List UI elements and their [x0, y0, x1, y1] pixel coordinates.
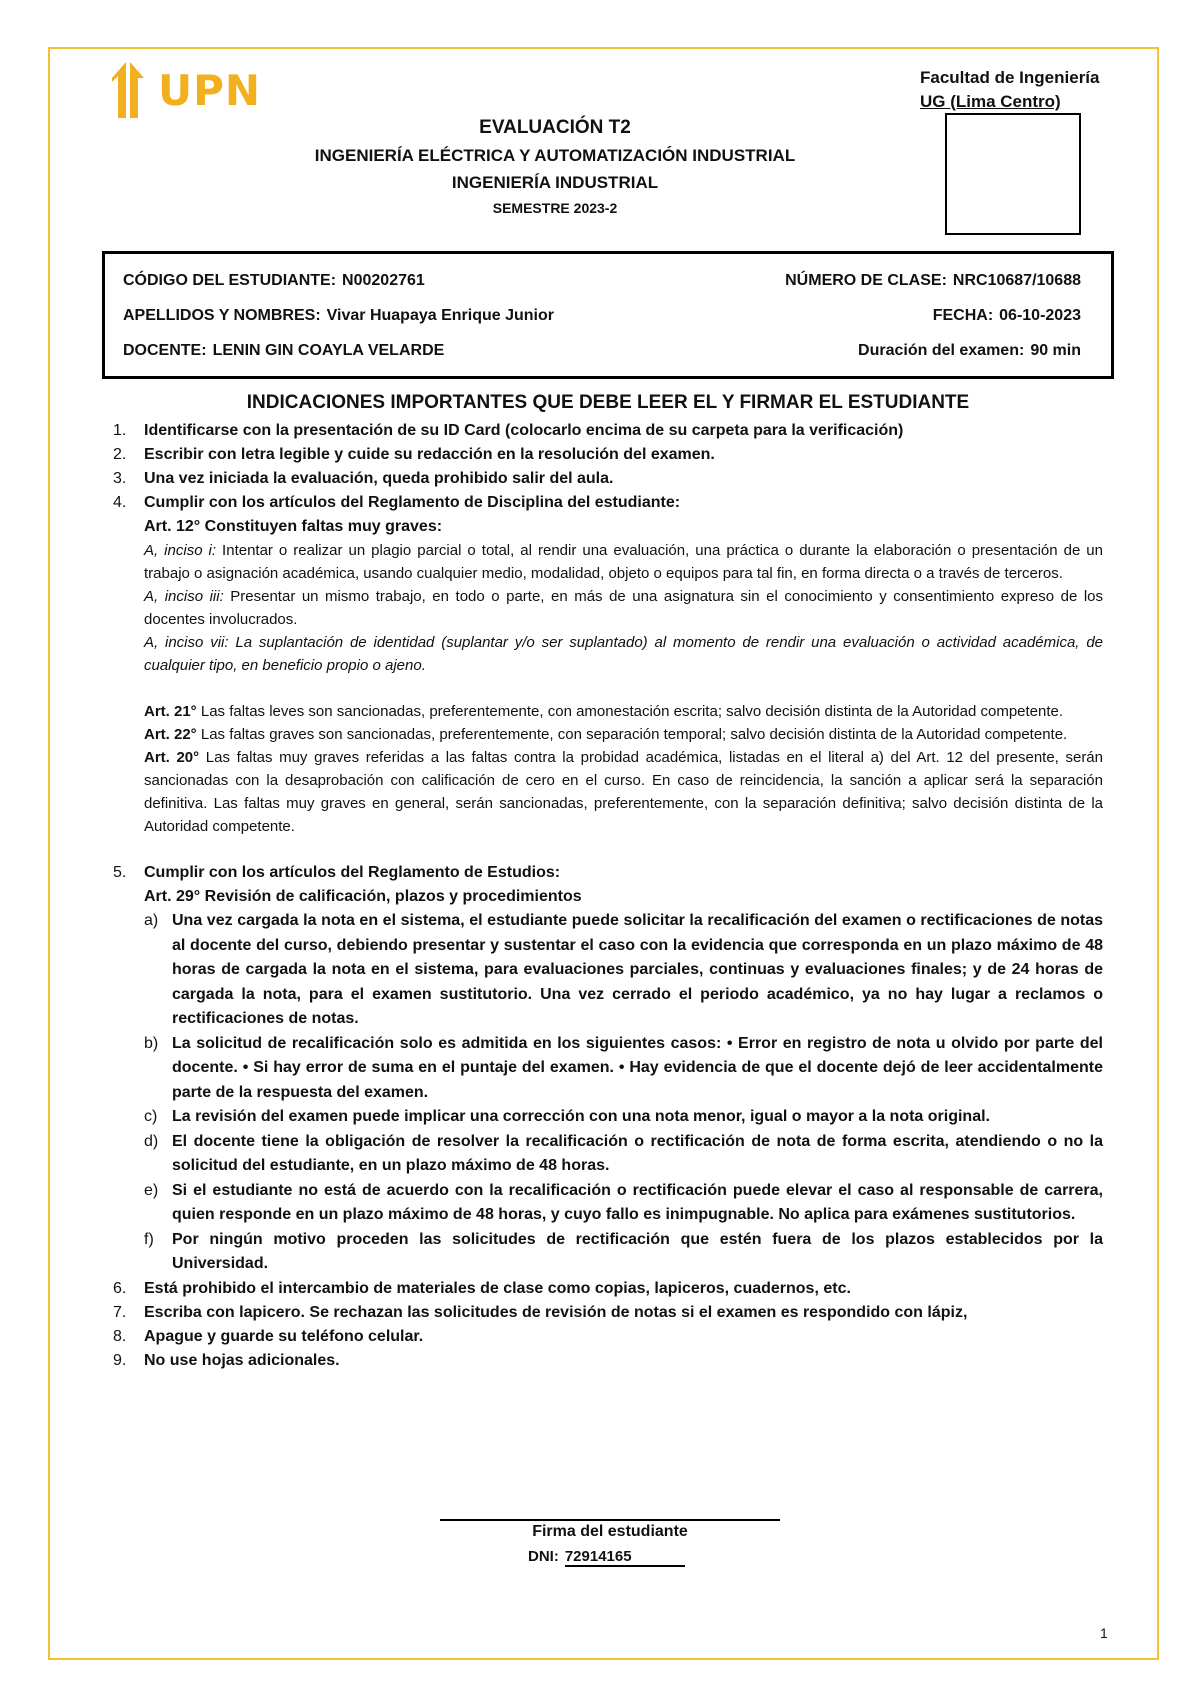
- exam-date-value: 06-10-2023: [999, 307, 1081, 324]
- dni-value: 72914165: [565, 1548, 685, 1567]
- semester: SEMESTRE 2023-2: [492, 200, 618, 216]
- list-item: 8. Apague y guarde su teléfono celular.: [113, 1327, 424, 1345]
- letter-item: a) Una vez cargada la nota en el sistema, el estudiante puede solicitar la recalificación del examen o rectificaciones de notas al docente del curso, debiendo presentar y sustentar el caso con la evidencia que corresponda en un plazo máximo de 48 horas de cargada la nota en el sistema, para evaluaciones parciales, continuas y evaluaciones finales; y de 24 horas de cargada la nota, para el examen sustitutorio. Una vez cerrado el periodo académico, ya no hay lugar a reclamos o rectificaciones de notas.: [144, 912, 1103, 1027]
- art12-title: Art. 12° Constituyen faltas muy graves:: [144, 518, 443, 535]
- student-names: APELLIDOS Y NOMBRES: Vivar Huapaya Enrique Junior: [123, 307, 554, 324]
- art12-a-vii: A, inciso vii: La suplantación de identidad (suplantar y/o ser suplantado) al momento de rendir una evaluación o actividad académica, de cualquier tipo, en beneficio propio o ajeno.: [144, 634, 1103, 674]
- career-2: INGENIERÍA INDUSTRIAL: [451, 173, 659, 192]
- list-item: 7. Escriba con lapicero. Se rechazan las solicitudes de revisión de notas si el examen es respondido con lápiz,: [113, 1303, 968, 1321]
- art12-a-iii: A, inciso iii: Presentar un mismo trabajo, en todo o parte, en más de una asignatura sin el conocimiento y consentimiento expreso de los docentes involucrados.: [144, 588, 1103, 628]
- art29-title: Art. 29° Revisión de calificación, plazos y procedimientos: [144, 888, 582, 905]
- dni: DNI: 72914165: [528, 1548, 685, 1567]
- signature-label: Firma del estudiante: [532, 1523, 688, 1540]
- list-item: 9. No use hojas adicionales.: [113, 1351, 340, 1369]
- art22: Art. 22° Las faltas graves son sancionadas, preferentemente, con separación temporal; salvo decisión distinta de la Autoridad competente.: [144, 726, 1068, 743]
- exam-date: FECHA: 06-10-2023: [932, 307, 1081, 324]
- list-item: 2. Escribir con letra legible y cuide su redacción en la resolución del examen.: [113, 446, 715, 463]
- page-number: 1: [1100, 1625, 1108, 1641]
- student-code: CÓDIGO DEL ESTUDIANTE: N00202761: [123, 272, 425, 289]
- upn-logo: [112, 60, 261, 120]
- upn-logo-icon: [112, 62, 154, 118]
- letter-item: d) El docente tiene la obligación de resolver la recalificación o rectificación de nota de forma escrita, atendiendo o no la solicitud del estudiante, en un plazo máximo de 48 horas.: [144, 1132, 1103, 1174]
- class-number-value: NRC10687/10688: [952, 272, 1081, 289]
- campus-name: UG (Lima Centro): [920, 92, 1061, 111]
- list-item: 4. Cumplir con los artículos del Reglamento de Disciplina del estudiante:: [113, 494, 681, 511]
- teacher-value: LENIN GIN COAYLA VELARDE: [212, 342, 445, 359]
- list-item: 5. Cumplir con los artículos del Reglamento de Estudios:: [113, 864, 561, 881]
- instructions-list: [113, 419, 1103, 1373]
- art21: Art. 21° Las faltas leves son sancionadas, preferentemente, con amonestación escrita; salvo decisión distinta de la Autoridad competente.: [144, 703, 1064, 720]
- art12-a-i: A, inciso i: Intentar o realizar un plagio parcial o total, al rendir una evaluación, una práctica o durante la elaboración o presentación de un trabajo o asignación académica, usando cualquier medio, modalidad, objeto o equipos para tal fin, en forma directa o a través de terceros.: [144, 542, 1103, 582]
- logo-text: UPN: [158, 65, 262, 115]
- letter-item: b) La solicitud de recalificación solo es admitida en los siguientes casos: • Error en registro de nota u olvido por parte del docente. • Si hay error de suma en el puntaje del examen. • Hay evidencia de que el docente dejó de leer accidentalmente parte de la respuesta del examen.: [144, 1034, 1103, 1101]
- list-item: 6. Está prohibido el intercambio de materiales de clase como copias, lapiceros, cuadernos, etc.: [113, 1279, 851, 1297]
- letter-item: f) Por ningún motivo proceden las solicitudes de rectificación que estén fuera de los plazos establecidos por la Universidad.: [144, 1230, 1103, 1272]
- signature-line: [440, 1519, 780, 1521]
- student-code-value: N00202761: [342, 272, 425, 289]
- list-item: 1. Identificarse con la presentación de su ID Card (colocarlo encima de su carpeta para la verificación): [113, 422, 904, 439]
- exam-duration-value: 90 min: [1030, 342, 1081, 359]
- teacher: DOCENTE: LENIN GIN COAYLA VELARDE: [123, 342, 445, 359]
- exam-duration: Duración del examen: 90 min: [858, 342, 1081, 359]
- instructions-title: INDICACIONES IMPORTANTES QUE DEBE LEER EL Y FIRMAR EL ESTUDIANTE: [246, 392, 970, 413]
- art20: Art. 20° Las faltas muy graves referidas a las faltas contra la probidad académica, listadas en el literal a) del Art. 12 del presente, serán sancionadas con la desaprobación con calificación de cero en el curso. En caso de reincidencia, la sanción a aplicar será la separación definitiva. Las faltas muy graves en general, serán sancionadas, preferentemente, con la separación definitiva; salvo decisión distinta de la Autoridad competente.: [144, 749, 1103, 835]
- list-item: 3. Una vez iniciada la evaluación, queda prohibido salir del aula.: [113, 470, 614, 487]
- photo-box: [945, 113, 1081, 235]
- student-names-value: Vivar Huapaya Enrique Junior: [326, 307, 554, 324]
- class-number: NÚMERO DE CLASE: NRC10687/10688: [785, 272, 1081, 289]
- faculty-name: Facultad de Ingeniería: [920, 68, 1100, 87]
- letter-item: c) La revisión del examen puede implicar una corrección con una nota menor, igual o mayor a la nota original.: [144, 1108, 990, 1125]
- career-1: INGENIERÍA ELÉCTRICA Y AUTOMATIZACIÓN INDUSTRIAL: [314, 146, 796, 165]
- letter-item: e) Si el estudiante no está de acuerdo con la recalificación o rectificación puede elevar el caso al responsable de carrera, quien responde en un plazo máximo de 48 horas, y cuyo fallo es inimpugnable. No aplica para exámenes sustitutorios.: [144, 1181, 1103, 1223]
- faculty-block: [920, 66, 1100, 114]
- student-info-box: [102, 251, 1114, 379]
- exam-title: EVALUACIÓN T2: [479, 117, 631, 138]
- art29-letters: [113, 909, 1103, 1277]
